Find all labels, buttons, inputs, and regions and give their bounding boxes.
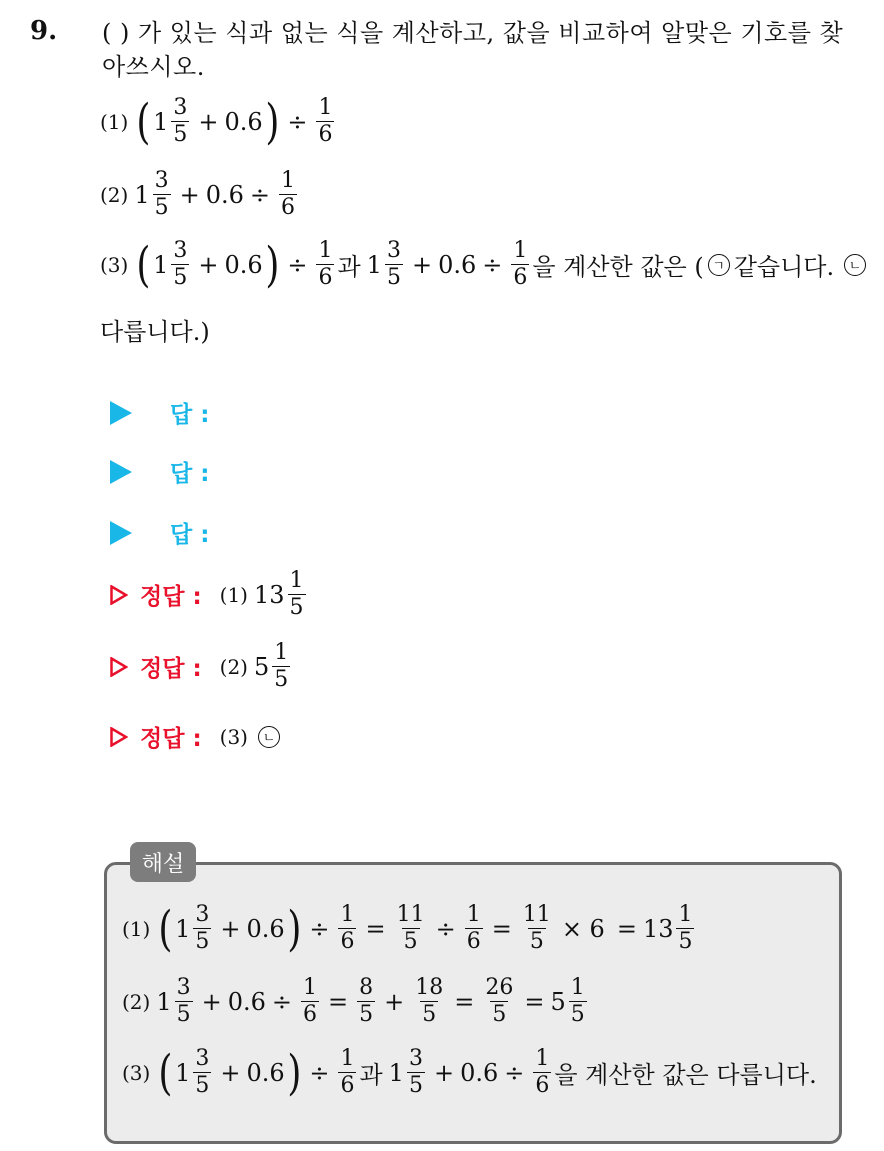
solution-title: 해설	[130, 842, 196, 882]
circled-option-2-icon: ㄴ	[844, 254, 866, 276]
answer-blank-1[interactable]: 답 :	[110, 396, 209, 429]
item-2: (2) 1 $\frac{3}{5}$ + 0.6 ÷ $\frac{1}{6}$	[100, 168, 296, 220]
fraction: $\frac{1}{5}$	[570, 975, 585, 1027]
outline-triangle-icon	[110, 585, 128, 605]
fraction: $\frac{18}{5}$	[415, 975, 444, 1027]
fraction: $\frac{1}{5}$	[289, 568, 304, 620]
answer-blank-2[interactable]: 답 :	[110, 455, 209, 488]
fraction: $\frac{1}{6}$	[513, 238, 528, 290]
circled-option-1-icon: ㄱ	[708, 254, 730, 276]
outline-triangle-icon	[110, 727, 128, 747]
correct-answer-1: 정답 : (1) 13 $\frac{1}{5}$	[110, 568, 309, 621]
question-text: ( ) 가 있는 식과 없는 식을 계산하고, 값을 비교하여 알맞은 기호를 찾아쓰시오.	[102, 19, 844, 81]
solution-line-2: (2) 1 $\frac{3}{5}$ + 0.6 ÷ $\frac{1}{6}$ = $\frac{8}{5}$ + $\frac{18}{5}$ = $\frac{26}{5}$ = 5 $\frac{1}{5}$	[122, 975, 585, 1027]
item-1: (1) ( 1 $\frac{3}{5}$ + 0.6 ) ÷ $\frac{1}{6}$	[100, 93, 333, 150]
fraction: $\frac{1}{5}$	[274, 640, 289, 692]
item-tag: (3)	[100, 252, 129, 277]
fraction: $\frac{3}{5}$	[386, 238, 401, 290]
fraction: $\frac{3}{5}$	[195, 902, 210, 954]
correct-answer-3: 정답 : (3) ㄴ	[110, 720, 284, 753]
fraction: $\frac{1}{6}$	[340, 1046, 355, 1098]
fraction: $\frac{3}{5}$	[154, 168, 169, 220]
solution-line-1: (1) ( 1 $\frac{3}{5}$ + 0.6 ) ÷ $\frac{1}{6}$ = $\frac{11}{5}$ ÷ $\frac{1}{6}$ = $\frac{11}{5}$ × 6 = 13 $\frac{1}{5}$	[122, 900, 693, 957]
fraction: $\frac{3}{5}$	[176, 975, 191, 1027]
play-triangle-icon	[110, 401, 132, 425]
fraction: $\frac{26}{5}$	[485, 975, 514, 1027]
fraction: $\frac{1}{6}$	[281, 168, 296, 220]
fraction: $\frac{8}{5}$	[359, 975, 374, 1027]
fraction: $\frac{3}{5}$	[173, 238, 188, 290]
question-number: 9.	[30, 16, 58, 46]
fraction: $\frac{3}{5}$	[408, 1046, 423, 1098]
solution-line-3: (3) ( 1 $\frac{3}{5}$ + 0.6 ) ÷ $\frac{1}{6}$ 과 1 $\frac{3}{5}$ + 0.6 ÷ $\frac{1}{6}$ 을 계산한 값은 다릅니다.	[122, 1044, 817, 1101]
play-triangle-icon	[110, 521, 132, 545]
fraction: $\frac{3}{5}$	[173, 95, 188, 147]
outline-triangle-icon	[110, 657, 128, 677]
fraction: $\frac{11}{5}$	[396, 902, 425, 954]
fraction: $\frac{3}{5}$	[195, 1046, 210, 1098]
item-tag: (2)	[100, 182, 129, 207]
item-tag: (1)	[100, 109, 129, 134]
play-triangle-icon	[110, 460, 132, 484]
fraction: $\frac{1}{6}$	[318, 95, 333, 147]
circled-answer-icon: ㄴ	[258, 726, 280, 748]
fraction: $\frac{1}{6}$	[535, 1046, 550, 1098]
item-3-continued: 다릅니다.)	[100, 318, 210, 346]
fraction: $\frac{1}{6}$	[303, 975, 318, 1027]
fraction: $\frac{1}{6}$	[340, 902, 355, 954]
answer-blank-3[interactable]: 답 :	[110, 516, 209, 549]
item-3: (3) ( 1 $\frac{3}{5}$ + 0.6 ) ÷ $\frac{1}{6}$ 과 1 $\frac{3}{5}$ + 0.6 ÷ $\frac{1}{6}$ 을 계산한 값은 ( ㄱ 같습니다. ㄴ	[100, 238, 870, 291]
fraction: $\frac{1}{6}$	[318, 238, 333, 290]
fraction: $\frac{1}{5}$	[678, 902, 693, 954]
correct-answer-2: 정답 : (2) 5 $\frac{1}{5}$	[110, 640, 293, 693]
fraction: $\frac{1}{6}$	[466, 902, 481, 954]
fraction: $\frac{11}{5}$	[522, 902, 551, 954]
